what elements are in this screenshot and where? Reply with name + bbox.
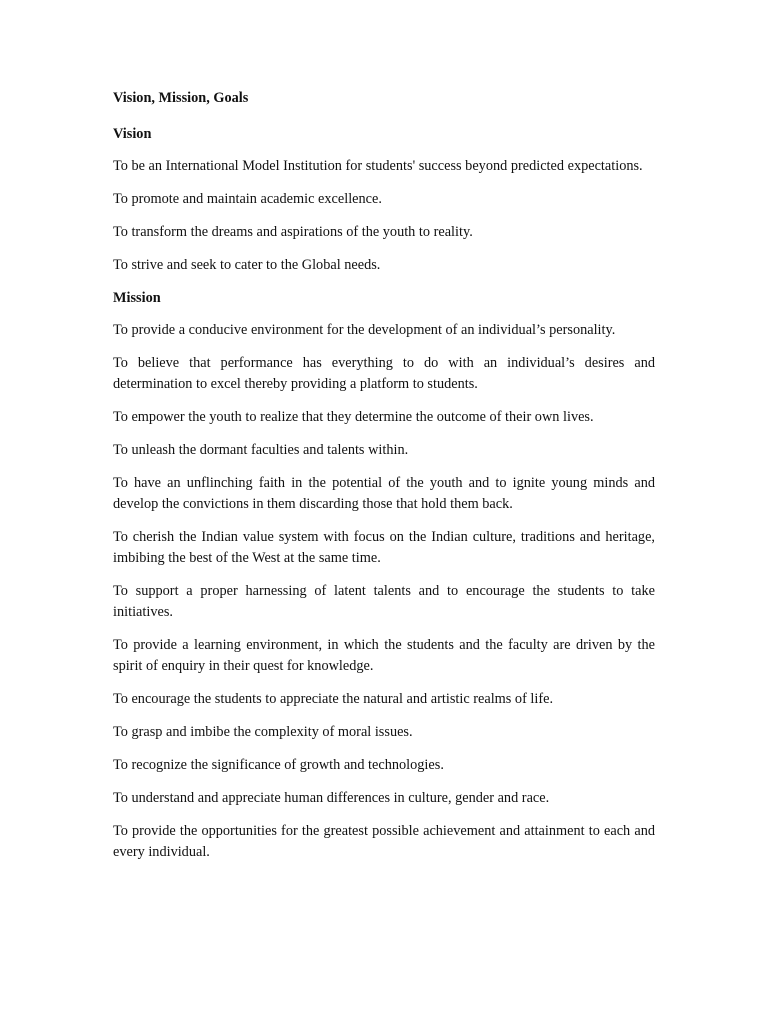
mission-paragraph: To believe that performance has everything to do with an individual’s desires and determination to excel thereby providing a platform to students. [113, 355, 655, 392]
vision-heading: Vision [113, 126, 152, 142]
vision-section [113, 124, 655, 276]
mission-paragraph: To support a proper harnessing of latent talents and to encourage the students to take initiatives. [113, 583, 655, 620]
mission-paragraph: To provide a conducive environment for the development of an individual’s personality. [113, 322, 616, 338]
vision-paragraph: To be an International Model Institution for students' success beyond predicted expectations. [113, 158, 643, 174]
mission-paragraph: To empower the youth to realize that they determine the outcome of their own lives. [113, 409, 594, 425]
vision-paragraph: To strive and seek to cater to the Global needs. [113, 257, 381, 273]
mission-paragraph: To cherish the Indian value system with focus on the Indian culture, traditions and heritage, imbibing the best of the West at the same time. [113, 529, 655, 566]
mission-paragraph: To provide a learning environment, in which the students and the faculty are driven by the spirit of enquiry in their quest for knowledge. [113, 637, 655, 674]
mission-paragraph: To understand and appreciate human differences in culture, gender and race. [113, 790, 550, 806]
mission-paragraph: To encourage the students to appreciate the natural and artistic realms of life. [113, 691, 554, 707]
document-title: Vision, Mission, Goals [113, 90, 249, 106]
mission-paragraph: To grasp and imbibe the complexity of moral issues. [113, 724, 413, 740]
mission-heading: Mission [113, 290, 161, 306]
document-page [113, 88, 655, 875]
mission-paragraph: To unleash the dormant faculties and talents within. [113, 442, 409, 458]
mission-section [113, 288, 655, 863]
vision-paragraph: To promote and maintain academic excellence. [113, 191, 382, 207]
mission-paragraph: To have an unflinching faith in the potential of the youth and to ignite young minds and develop the convictions in them discarding those that hold them back. [113, 475, 655, 512]
mission-paragraph: To recognize the significance of growth and technologies. [113, 757, 444, 773]
mission-paragraph: To provide the opportunities for the greatest possible achievement and attainment to each and every individual. [113, 823, 655, 860]
vision-paragraph: To transform the dreams and aspirations of the youth to reality. [113, 224, 473, 240]
